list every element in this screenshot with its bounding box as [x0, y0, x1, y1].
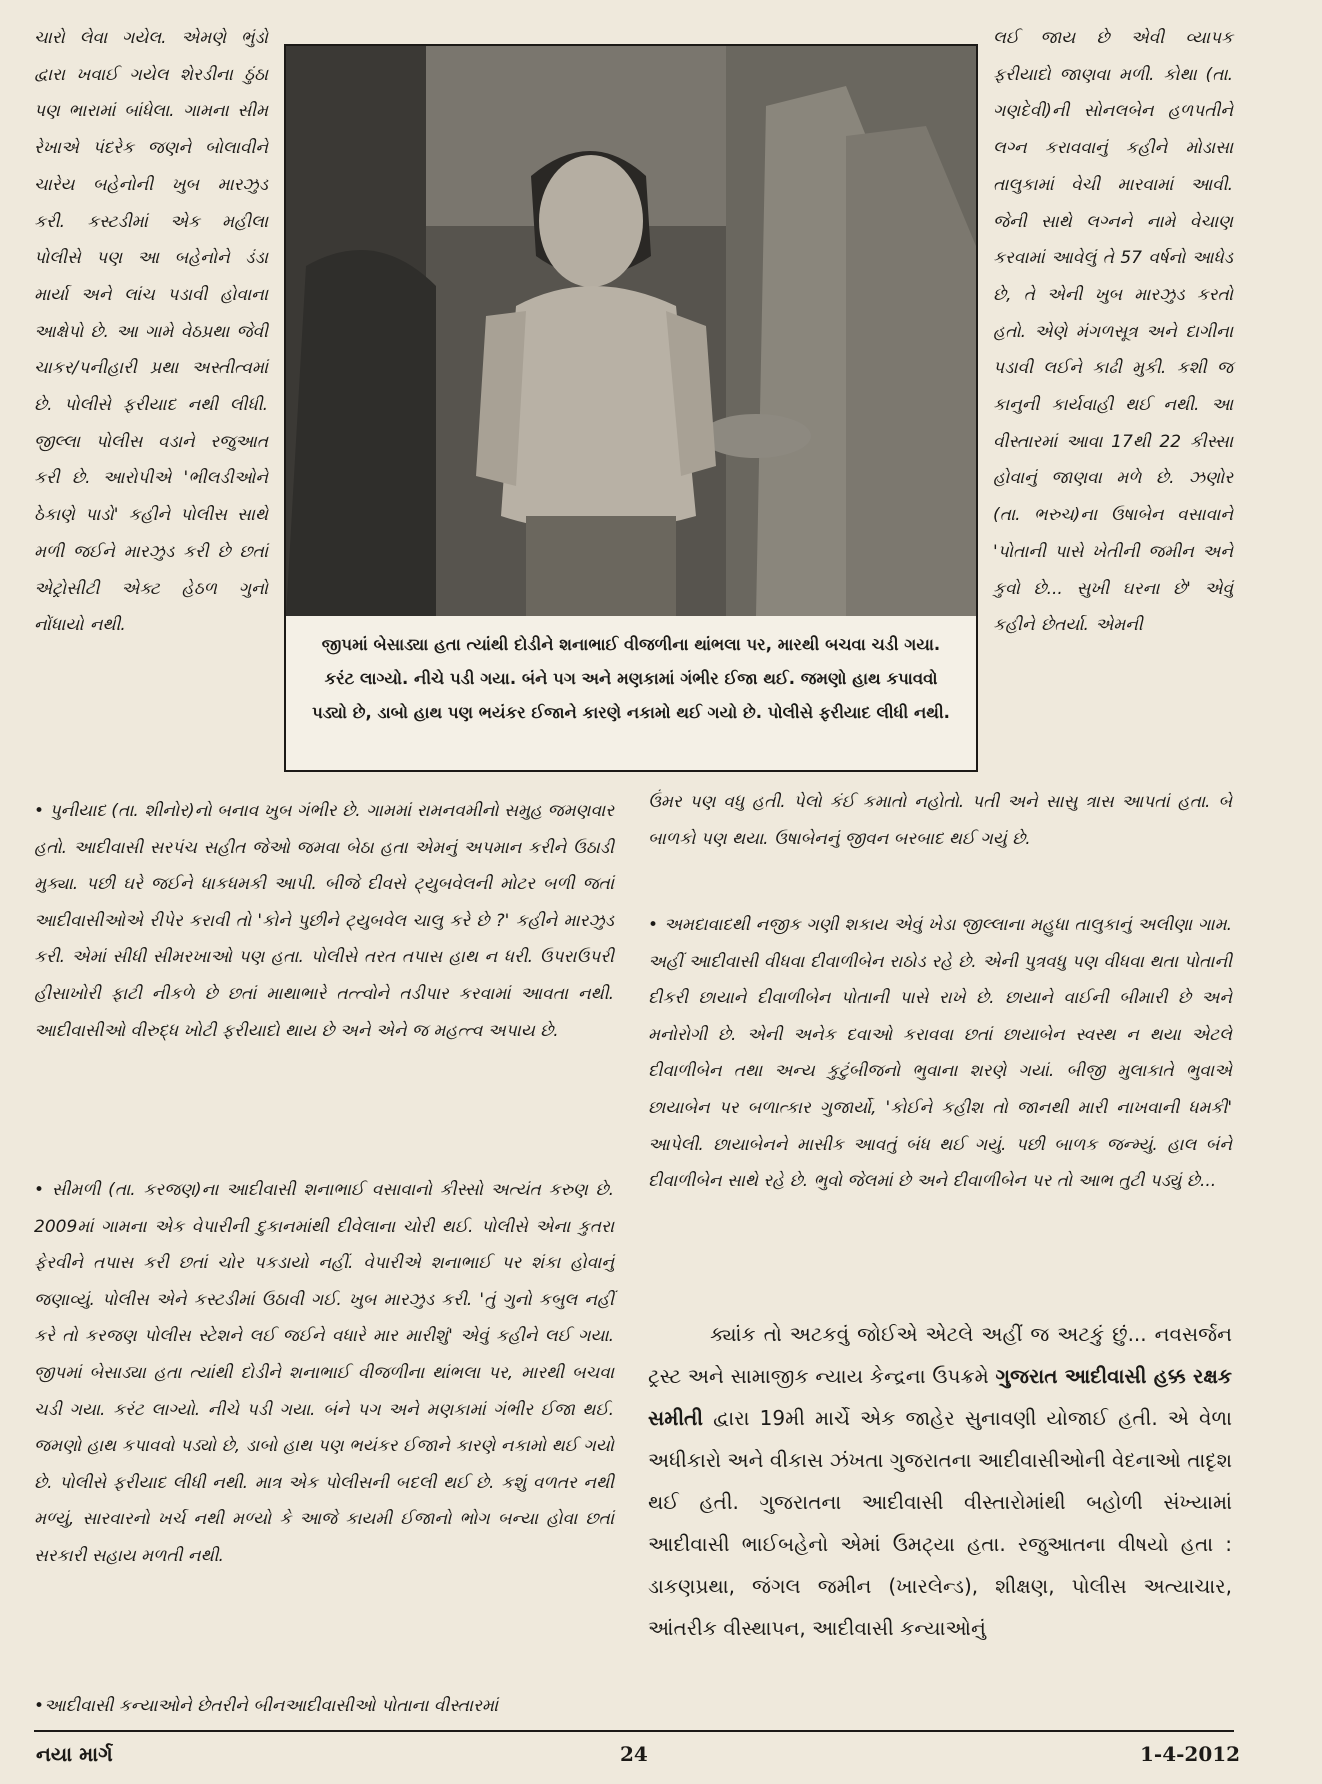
photo-figure	[284, 44, 978, 772]
footer-page-number: 24	[620, 1742, 648, 1766]
footer-publication: નયા માર્ગ	[36, 1742, 113, 1766]
right-column-top-text: લઈ જાય છે એવી વ્યાપક ફરીયાદો જાણવા મળી. કોથા (તા. ગણદેવી)ની સોનલબેન હળપતીને લગ્ન કરાવવાનું કહીને મોડાસા તાલુકામાં વેચી મારવામાં આવી. જેની સાથે લગ્નને નામે વેચાણ કરવામાં આવેલું તે 57 વર્ષનો આધેડ છે, તે એની ખુબ મારઝુડ કરતો હતો. એણે મંગળસૂત્ર અને દાગીના પડાવી લઈને કાઢી મુકી. કશી જ કાનુની કાર્યવાહી થઈ નથી. આ વીસ્તારમાં આવા 17થી 22 કીસ્સા હોવાનું જાણવા મળે છે. ઝણોર (તા. ભરુચ)ના ઉષાબેન વસાવાને 'પોતાની પાસે ખેતીની જમીન અને કુવો છે... સુખી ઘરના છે' એવું કહીને છેતર્યા. એમની	[993, 28, 1233, 636]
closing-text-2: દ્વારા 19મી માર્ચે એક જાહેર સુનાવણી યોજાઈ હતી. એ વેળા અધીકારો અને વીકાસ ઝંખતા ગુજરાતના આદીવાસીઓની વેદનાઓ તાદૃશ થઈ હતી. ગુજરાતના આદીવાસી વીસ્તારોમાંથી બહોળી સંખ્યામાં આદીવાસી ભાઈબહેનો એમાં ઉમટ્યા હતા. રજુઆતના વીષયો હતા : ડાકણપ્રથા, જંગલ જમીન (ખારલેન્ડ), શીક્ષણ, પોલીસ અત્યાચાર, આંતરીક વીસ્થાપન, આદીવાસી કન્યાઓનું	[648, 1406, 1232, 1640]
paragraph-puniyad: • પુનીયાદ (તા. શીનોર)નો બનાવ ખુબ ગંભીર છે. ગામમાં રામનવમીનો સમુહ જમણવાર હતો. આદીવાસી સરપંચ સહીત જેઓ જમવા બેઠા હતા એમનું અપમાન કરીને ઉઠાડી મુક્યા. પછી ઘરે જઈને ધાકધમકી આપી. બીજે દીવસે ટ્યુબવેલની મોટર બળી જતાં આદીવાસીઓએ રીપેર કરાવી તો 'કોને પુછીને ટ્યુબવેલ ચાલુ કરે છે ?' કહીને મારઝુડ કરી. એમાં સીધી સીમરખાઓ પણ હતા. પોલીસે તરત તપાસ હાથ ન ધરી. ઉપરાઉપરી હીસાખોરી ફાટી નીકળે છે છતાં માથાભારે તત્ત્વોને તડીપાર કરવામાં આવતા નથી. આદીવાસીઓ વીરુદ્ધ ખોટી ફરીયાદો થાય છે અને એને જ મહત્ત્વ અપાય છે.	[34, 801, 614, 1041]
footer-date: 1-4-2012	[1140, 1742, 1241, 1766]
paragraph-adivasi-girls: •આદીવાસી કન્યાઓને છેતરીને બીનઆદીવાસીઓ પોતાના વીસ્તારમાં	[34, 1696, 499, 1716]
footer-rule	[34, 1730, 1234, 1732]
paragraph-simli: • સીમળી (તા. કરજણ)ના આદીવાસી શનાભાઈ વસાવાનો કીસ્સો અત્યંત કરુણ છે. 2009માં ગામના એક વેપારીની દુકાનમાંથી દીવેલાના ચોરી થઈ. પોલીસે એના કુતરા ફેરવીને તપાસ કરી છતાં ચોર પકડાયો નહીં. વેપારીએ શનાભાઈ પર શંકા હોવાનું જણાવ્યું. પોલીસ એને કસ્ટડીમાં ઉઠાવી ગઈ. ખુબ મારઝુડ કરી. 'તું ગુનો કબુલ નહીં કરે તો કરજણ પોલીસ સ્ટેશને લઈ જઈને વધારે માર મારીશું' એવું કહીને લઈ ગયા. જીપમાં બેસાડ્યા હતા ત્યાંથી દોડીને શનાભાઈ વીજળીના થાંભલા પર, મારથી બચવા ચડી ગયા. કરંટ લાગ્યો. નીચે પડી ગયા. બંને પગ અને મણકામાં ગંભીર ઈજા થઈ. જમણો હાથ કપાવવો પડ્યો છે, ડાબો હાથ પણ ભયંકર ઈજાને કારણે નકામો થઈ ગયો છે. પોલીસે ફરીયાદ લીધી નથી. માત્ર એક પોલીસની બદલી થઈ છે. કશું વળતર નથી મળ્યું, સારવારનો ખર્ચ નથી મળ્યો કે આજે કાયમી ઈજાનો ભોગ બન્યા હોવા છતાં સરકારી સહાય મળતી નથી.	[34, 1180, 614, 1566]
paragraph-ushaben-continued: ઉંમર પણ વધુ હતી. પેલો કંઈ કમાતો નહોતો. પતી અને સાસુ ત્રાસ આપતાં હતા. બે બાળકો પણ થયા. ઉષાબેનનું જીવન બરબાદ થઈ ગયું છે.	[648, 792, 1232, 849]
photo-man-shirtless	[286, 46, 976, 616]
paragraph-alina-village: • અમદાવાદથી નજીક ગણી શકાય એવું ખેડા જીલ્લાના મહુધા તાલુકાનું અલીણા ગામ. અહીં આદીવાસી વીધવા દીવાળીબેન રાઠોડ રહે છે. એની પુત્રવધુ પણ વીધવા થતા પોતાની દીકરી છાયાને દીવાળીબેન પોતાની પાસે રાખે છે. છાયાને વાઈની બીમારી છે અને મનોરોગી છે. એની અનેક દવાઓ કરાવવા છતાં છાયાબેન સ્વસ્થ ન થયા એટલે દીવાળીબેન તથા અન્ય કુટુંબીજનો ભુવાના શરણે ગયાં. બીજી મુલાકાતે ભુવાએ છાયાબેન પર બળાત્કાર ગુજાર્યો, 'કોઈને કહીશ તો જાનથી મારી નાખવાની ધમકી' આપેલી. છાયાબેનને માસીક આવતું બંધ થઈ ગયું. પછી બાળક જન્મ્યું. હાલ બંને દીવાળીબેન સાથે રહે છે. ભુવો જેલમાં છે અને દીવાળીબેન પર તો આભ તુટી પડ્યું છે...	[648, 915, 1232, 1192]
left-column-top-text: ચારો લેવા ગયેલ. એમણે ભુંડો દ્વારા ખવાઈ ગયેલ શેરડીના ઠુંઠા પણ ભારામાં બાંધેલા. ગામના સીમ રેખાએ પંદરેક જણને બોલાવીને ચારેય બહેનોની ખુબ મારઝુડ કરી. કસ્ટડીમાં એક મહીલા પોલીસે પણ આ બહેનોને ડંડા માર્યા અને લાંચ પડાવી હોવાના આક્ષેપો છે. આ ગામે વેઠપ્રથા જેવી ચાકર/પનીહારી પ્રથા અસ્તીત્વમાં છે. પોલીસે ફરીયાદ નથી લીધી. જીલ્લા પોલીસ વડાને રજુઆત કરી છે. આરોપીએ 'ભીલડીઓને ઠેકાણે પાડો' કહીને પોલીસ સાથે મળી જઈને મારઝુડ કરી છે છતાં એટ્રોસીટી એક્ટ હેઠળ ગુનો નોંધાયો નથી.	[34, 28, 268, 636]
closing-bold-org: ગુજરાત આદીવાસી હક્ક રક્ષક સમીતી	[648, 1364, 1232, 1430]
photo-illustration	[286, 46, 976, 616]
photo-caption: જીપમાં બેસાડ્યા હતા ત્યાંથી દોડીને શનાભાઈ વીજળીના થાંભલા પર, મારથી બચવા ચડી ગયા. કરંટ લાગ્યો. નીચે પડી ગયા. બંને પગ અને મણકામાં ગંભીર ઈજા થઈ. જમણો હાથ કપાવવો પડ્યો છે, ડાબો હાથ પણ ભયંકર ઈજાને કારણે નકામો થઈ ગયો છે. પોલીસે ફરીયાદ લીધી નથી.	[312, 635, 950, 722]
closing-text-1: ક્યાંક તો અટકવું જોઈએ એટલે અહીં જ અટકું છું... નવસર્જન ટ્રસ્ટ અને સામાજીક ન્યાય કેન્દ્રના ઉપક્રમે	[648, 1322, 1232, 1388]
closing-paragraph	[648, 1313, 1232, 1649]
